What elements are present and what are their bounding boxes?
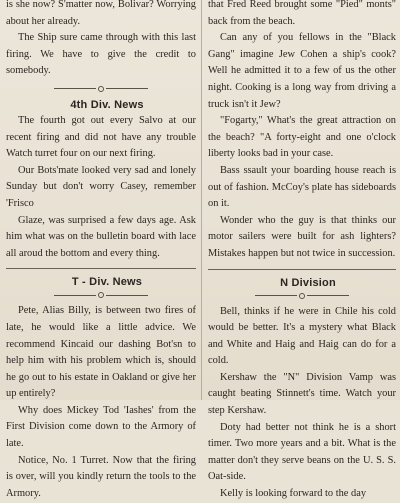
section-heading: N Division — [280, 276, 336, 289]
section-rule — [6, 268, 196, 269]
section-separator — [6, 290, 196, 300]
paragraph: Notice, No. 1 Turret. Now that the firing is over, will you kindly return the tools to the Armory. — [6, 454, 196, 499]
paragraph: Why does Mickey Tod 'Iashes' from the First Division come down to the Armory of late. — [6, 404, 196, 450]
right-column — [208, 0, 396, 503]
paragraph: Bass ssault your boarding house reach is out of fashion. McCoy's plate has sideboards on it. — [208, 164, 396, 210]
section-rule — [208, 269, 396, 270]
paragraph: "Fogarty," What's the great attraction on the beach? "A forty-eight and one o'clock liberty looks bad in your case. — [208, 115, 396, 160]
paragraph: Wonder who the guy is that thinks our motor sailers were built for ash lighters? Mistakes happen but not twice in succession. — [208, 214, 396, 259]
paragraph: Glaze, was surprised a few days age. Ask him what was on the bulletin board with lace all aroud the bottom and every thing. — [6, 214, 196, 259]
paragraph: The fourth got out every Salvo at our recent firing and did not have any trouble Watch turret four on our next firing. — [6, 114, 196, 160]
section-separator — [208, 291, 396, 301]
separator-dot-icon — [98, 292, 104, 298]
column-divider — [201, 0, 202, 400]
paragraph: Kershaw the "N" Division Vamp was caught beating Stinnett's time. Watch your step Kershaw. — [208, 371, 396, 417]
section-heading: T - Div. News — [71, 276, 143, 289]
paragraph: Can any of you fellows in the "Black Gang" imagine Jew Cohen a ship's cook? Well he admitted it to a few of us the other night. Cooking is a long way from driving a truck isn't it Jew? — [208, 32, 396, 110]
paragraph: The Ship sure came through with this last firing. We have to give the credit to somebody. — [6, 32, 196, 77]
paragraph: Pete, Alias Billy, is between two fires of late, he would like a little advice. We recommend Kincaid our dashing Bot'sn to help him with his problem which is, should he go out to his estate in Oakland or give her up entirely? — [6, 305, 196, 400]
paragraph: Our Bots'mate looked very sad and lonely Sunday but don't worry Casey, remember 'Frisco — [6, 164, 196, 209]
separator-dot-icon — [98, 86, 104, 92]
section-separator — [6, 84, 196, 94]
paragraph: Bell, thinks if he were in Chile his cold would be better. It's a mystery what Black and White and Haig and Haig can do for a cold. — [208, 305, 396, 367]
separator-dot-icon — [299, 293, 305, 299]
paragraph: Kelly is looking forward to the day — [220, 488, 367, 500]
paragraph: Doty had better not think he is a short timer. Two more years and a bit. What is the matter don't they serve beans on the U. S. S. Oat-side. — [208, 421, 396, 483]
left-column — [6, 0, 196, 502]
section-heading: 4th Div. News — [70, 98, 144, 111]
paragraph: that Fred Reed brought some "Pied" monts" back from the beach. — [208, 0, 396, 27]
paragraph: is she now? S'matter now, Bolivar? Worrying about her already. — [6, 0, 196, 27]
